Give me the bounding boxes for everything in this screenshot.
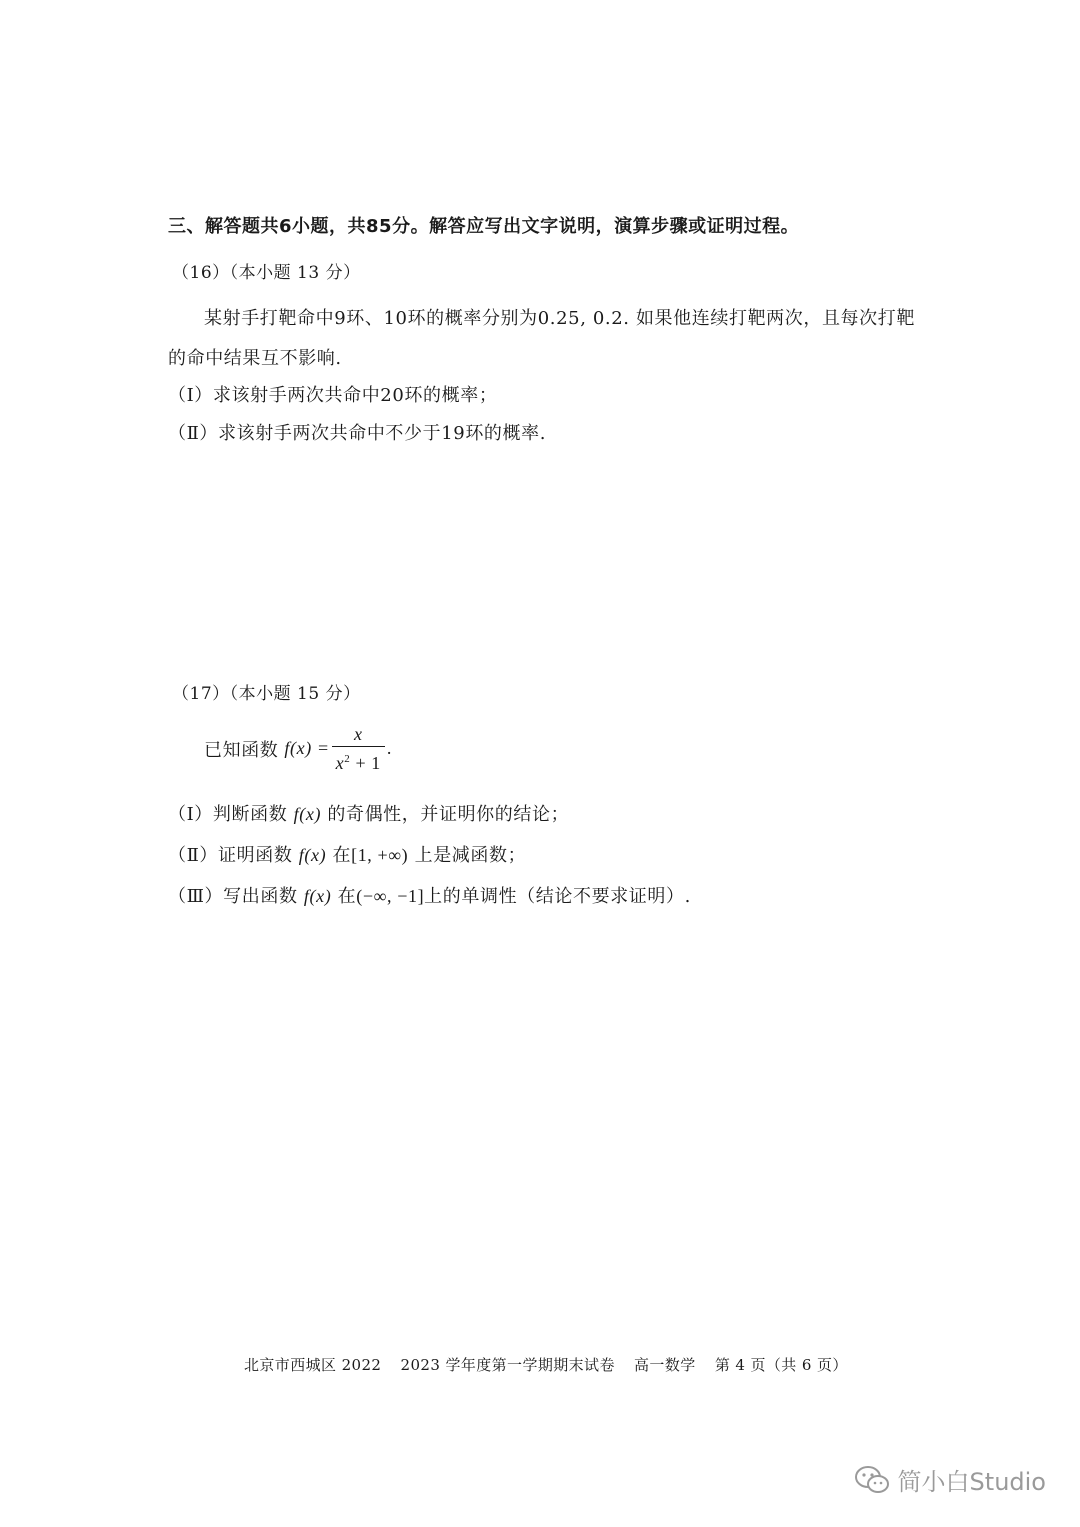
q17-item-3 bbox=[168, 882, 691, 908]
item-math: f(x) bbox=[303, 886, 332, 906]
item-pre: 证明函数 bbox=[218, 845, 293, 866]
item-interval: (−∞, −1] bbox=[356, 886, 425, 906]
q17-item-2 bbox=[168, 841, 526, 867]
item-label: （Ⅱ） bbox=[168, 845, 219, 866]
q17-fraction bbox=[332, 724, 385, 773]
q16-body-line2: 的命中结果互不影响. bbox=[168, 348, 342, 369]
denominator-exponent: 2 bbox=[344, 753, 351, 765]
item-math: f(x) bbox=[298, 845, 327, 865]
item-math: f(x) bbox=[293, 804, 322, 824]
q16-header: （16）（本小题 13 分） bbox=[172, 263, 361, 283]
watermark bbox=[854, 1462, 1046, 1497]
item-post: 上是减函数； bbox=[414, 845, 527, 866]
item-label: （Ⅰ） bbox=[168, 804, 213, 825]
section-heading: 三、解答题共6小题，共85分。解答应写出文字说明，演算步骤或证明过程。 bbox=[168, 216, 800, 237]
footer-region: 北京市西城区 2022 bbox=[244, 1356, 382, 1374]
denominator-base: x bbox=[335, 753, 345, 773]
item-mid: 在 bbox=[332, 845, 352, 866]
page-footer bbox=[244, 1354, 862, 1375]
q17-intro-prefix: 已知函数 bbox=[204, 739, 279, 761]
footer-page: 第 4 页（共 6 页） bbox=[714, 1356, 848, 1374]
q17-intro-suffix: . bbox=[386, 738, 393, 758]
footer-subject: 高一数学 bbox=[634, 1356, 696, 1374]
q16-body-line1: 某射手打靶命中9环、10环的概率分别为0.25, 0.2. 如果他连续打靶两次，且每次打靶 bbox=[204, 308, 915, 329]
wechat-icon bbox=[854, 1465, 890, 1495]
item-post: 的奇偶性，并证明你的结论； bbox=[327, 804, 570, 825]
q16-item-2: （Ⅱ）求该射手两次共命中不少于19环的概率. bbox=[168, 423, 547, 444]
watermark-text: 简小白Studio bbox=[897, 1468, 1046, 1496]
denominator-rest: + 1 bbox=[355, 753, 381, 773]
item-pre: 判断函数 bbox=[212, 804, 288, 825]
q17-func-name: f(x) = bbox=[284, 738, 330, 758]
footer-exam: 2023 学年度第一学期期末试卷 bbox=[400, 1356, 615, 1374]
q17-item-1 bbox=[168, 800, 569, 826]
item-label: （Ⅲ） bbox=[168, 886, 224, 907]
fraction-numerator: x bbox=[332, 724, 385, 747]
item-interval: [1, +∞) bbox=[351, 845, 409, 865]
fraction-denominator bbox=[332, 747, 385, 773]
item-pre: 写出函数 bbox=[223, 886, 298, 907]
item-mid: 在 bbox=[337, 886, 357, 907]
q17-intro bbox=[204, 724, 392, 773]
item-post: 上的单调性（结论不要求证明）. bbox=[424, 886, 691, 907]
q17-header: （17）（本小题 15 分） bbox=[172, 684, 361, 704]
q16-item-1: （Ⅰ）求该射手两次共命中20环的概率； bbox=[168, 385, 498, 406]
